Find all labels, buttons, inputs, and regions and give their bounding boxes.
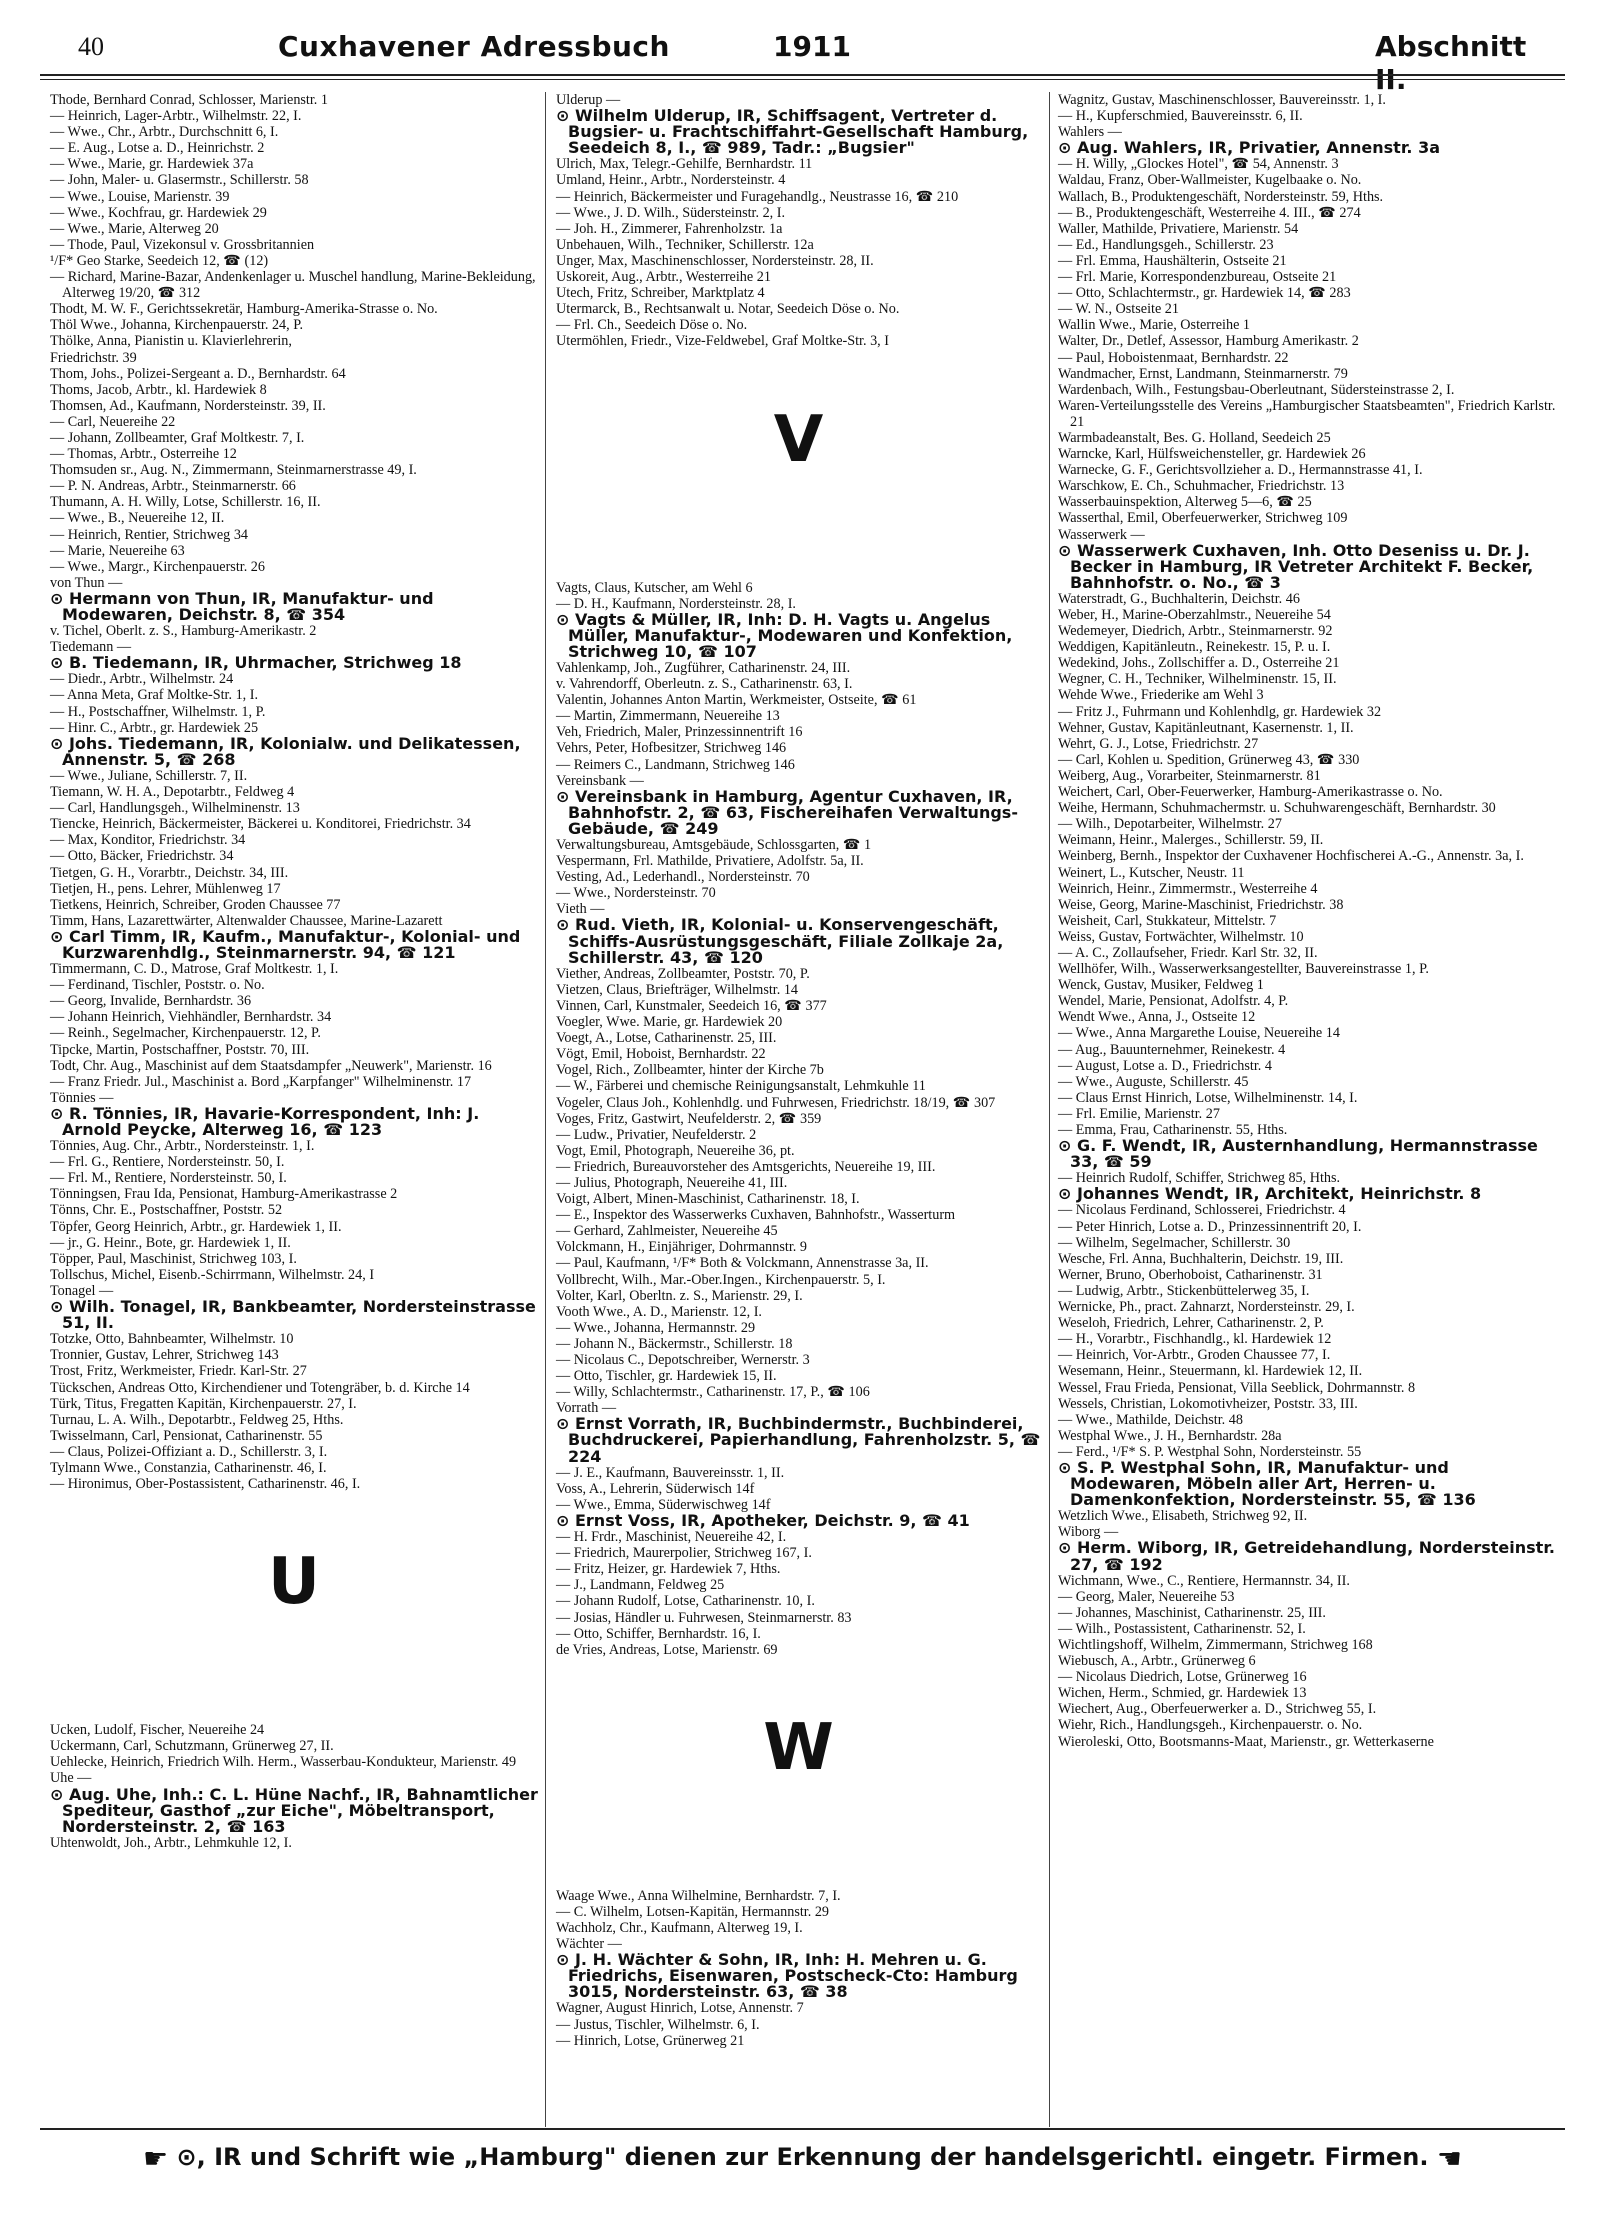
directory-entry: Thodt, M. W. F., Gerichtssekretär, Hamburg-Amerika-Strasse o. No. <box>50 301 438 318</box>
directory-entry: Wehner, Gustav, Kapitänleutnant, Kasernenstr. 1, II. <box>1058 719 1354 736</box>
directory-entry: — Wwe., Chr., Arbtr., Durchschnitt 6, I. <box>50 124 279 141</box>
directory-entry: — Nicolaus Diedrich, Lotse, Grünerweg 16 <box>1058 1669 1307 1686</box>
firm-entry: ⊙ Johs. Tiedemann, IR, Kolonialw. und Delikatessen, Annenstr. 5, ☎ 268 <box>50 733 521 769</box>
directory-entry: — P. N. Andreas, Arbtr., Steinmarnerstr. 66 <box>50 478 296 495</box>
directory-entry: Walter, Dr., Detlef, Assessor, Hamburg Amerikastr. 2 <box>1058 333 1359 350</box>
directory-entry: Valentin, Johannes Anton Martin, Werkmeister, Ostseite, ☎ 61 <box>556 692 917 709</box>
directory-entry: — Wilh., Postassistent, Catharinenstr. 52, I. <box>1058 1620 1306 1637</box>
directory-entry: Tylmann Wwe., Constanzia, Catharinenstr. 46, I. <box>50 1459 327 1476</box>
directory-entry: — Friedrich, Maurerpolier, Strichweg 167, I. <box>556 1545 812 1562</box>
directory-entry: Wedemeyer, Diedrich, Arbtr., Steinmarnerstr. 92 <box>1058 623 1333 640</box>
directory-entry: Uskoreit, Aug., Arbtr., Westerreihe 21 <box>556 269 771 286</box>
directory-entry: — Georg, Maler, Neuereihe 53 <box>1058 1588 1235 1605</box>
directory-entry: Wasserbauinspektion, Alterweg 5—6, ☎ 25 <box>1058 494 1312 511</box>
directory-entry: Vieth — <box>556 901 605 918</box>
directory-entry: Vespermann, Frl. Mathilde, Privatiere, Adolfstr. 5a, II. <box>556 853 864 870</box>
directory-entry: — Martin, Zimmermann, Neuereihe 13 <box>556 708 780 725</box>
directory-entry: Wieroleski, Otto, Bootsmanns-Maat, Marienstr., gr. Wetterkaserne <box>1058 1733 1434 1750</box>
directory-entry: — Paul, Hoboistenmaat, Bernhardstr. 22 <box>1058 349 1289 366</box>
directory-entry: — Wwe., Nordersteinstr. 70 <box>556 885 716 902</box>
firm-entry: ⊙ S. P. Westphal Sohn, IR, Manufaktur- und Modewaren, Möbeln aller Art, Herren- u. Damenkonfektion, Nordersteinstr. 55, ☎ 136 <box>1058 1457 1476 1510</box>
directory-entry: Vogeler, Claus Joh., Kohlenhdlg. und Fuhrwesen, Friedrichstr. 18/19, ☎ 307 <box>556 1094 996 1111</box>
directory-entry: — Ludw., Privatier, Neufelderstr. 2 <box>556 1126 757 1143</box>
directory-entry: Weichert, Carl, Ober-Feuerwerker, Hamburg-Amerikastrasse o. No. <box>1058 784 1443 801</box>
directory-entry: — Ludwig, Arbtr., Stickenbüttelerweg 35, I. <box>1058 1282 1310 1299</box>
directory-entry: Tönns, Chr. E., Postschaffner, Poststr. 52 <box>50 1202 283 1219</box>
directory-entry: Tiemann, W. H. A., Depotarbtr., Feldweg 4 <box>50 784 295 801</box>
directory-entry: — Reimers C., Landmann, Strichweg 146 <box>556 756 795 773</box>
directory-entry: Warschkow, E. Ch., Schuhmacher, Friedrichstr. 13 <box>1058 478 1345 495</box>
directory-entry: Todt, Chr. Aug., Maschinist auf dem Staatsdampfer „Neuwerk", Marienstr. 16 <box>50 1057 492 1074</box>
directory-entry: Trost, Fritz, Werkmeister, Friedr. Karl-Str. 27 <box>50 1363 307 1380</box>
column-divider <box>545 92 546 2127</box>
directory-entry: Wiehr, Rich., Handlungsgeh., Kirchenpauerstr. o. No. <box>1058 1717 1363 1734</box>
firm-entry: ⊙ R. Tönnies, IR, Havarie-Korrespondent, Inh: J. Arnold Peycke, Alterweg 16, ☎ 123 <box>50 1103 480 1139</box>
directory-entry: — J., Landmann, Feldweg 25 <box>556 1577 725 1594</box>
directory-entry: — Max, Konditor, Friedrichstr. 34 <box>50 832 246 849</box>
directory-entry: Waren-Verteilungsstelle des Vereins „Hamburgischer Staatsbeamten", Friedrich Karlstr. 21 <box>1058 397 1556 430</box>
directory-entry: — Heinrich, Rentier, Strichweg 34 <box>50 526 249 543</box>
firm-entry: ⊙ Herm. Wiborg, IR, Getreidehandlung, Nordersteinstr. 27, ☎ 192 <box>1058 1538 1556 1574</box>
directory-entry: Töpfer, Georg Heinrich, Arbtr., gr. Hardewiek 1, II. <box>50 1218 342 1235</box>
directory-entry: — Claus Ernst Hinrich, Lotse, Wilhelminenstr. 14, I. <box>1058 1089 1358 1106</box>
column-divider <box>1049 92 1050 2127</box>
section-letter: V <box>773 402 824 477</box>
directory-entry: Wehrt, G. J., Lotse, Friedrichstr. 27 <box>1058 735 1259 752</box>
directory-entry: — Heinrich Rudolf, Schiffer, Strichweg 85, Hths. <box>1058 1170 1341 1187</box>
directory-entry: — Georg, Invalide, Bernhardstr. 36 <box>50 993 252 1010</box>
directory-entry: — Peter Hinrich, Lotse a. D., Prinzessinnentrift 20, I. <box>1058 1218 1362 1235</box>
page-header <box>40 28 1565 68</box>
directory-entry: — C. Wilhelm, Lotsen-Kapitän, Hermannstr. 29 <box>556 1903 830 1920</box>
directory-entry: Vietzen, Claus, Briefträger, Wilhelmstr. 14 <box>556 981 799 998</box>
firm-entry: ⊙ Vereinsbank in Hamburg, Agentur Cuxhaven, IR, Bahnhofstr. 2, ☎ 63, Fischereihafen Verwaltungs-Gebäude, ☎ 249 <box>556 786 1018 838</box>
directory-entry: Wegner, C. H., Techniker, Wilhelminenstr. 15, II. <box>1058 671 1337 688</box>
firm-entry: ⊙ Wasserwerk Cuxhaven, Inh. Otto Deseniss u. Dr. J. Becker in Hamburg, IR Vetreter Architekt F. Becker, Bahnhofstr. o. No., ☎ 3 <box>1058 540 1534 592</box>
directory-entry: Timm, Hans, Lazarettwärter, Altenwalder Chaussee, Marine-Lazarett <box>50 912 443 929</box>
directory-entry: — Justus, Tischler, Wilhelmstr. 6, I. <box>556 2016 760 2033</box>
directory-entry: — Aug., Bauunternehmer, Reinekestr. 4 <box>1058 1041 1286 1058</box>
directory-entry: — Otto, Schiffer, Bernhardstr. 16, I. <box>556 1625 761 1642</box>
directory-entry: Vinnen, Carl, Kunstmaler, Seedeich 16, ☎ 377 <box>556 997 827 1014</box>
directory-entry: — H., Kupferschmied, Bauvereinsstr. 6, II. <box>1058 108 1303 125</box>
directory-entry: Weise, Georg, Marine-Maschinist, Friedrichstr. 38 <box>1058 896 1344 913</box>
directory-entry: Volckmann, H., Einjähriger, Dohrmannstr. 9 <box>556 1239 807 1256</box>
directory-entry: de Vries, Andreas, Lotse, Marienstr. 69 <box>556 1641 778 1658</box>
directory-entry: — jr., G. Heinr., Bote, gr. Hardewiek 1, II. <box>50 1234 291 1251</box>
directory-entry: — Hinr. C., Arbtr., gr. Hardewiek 25 <box>50 719 259 736</box>
directory-entry: — Wwe., Emma, Süderwischweg 14f <box>556 1496 771 1513</box>
directory-entry: v. Tichel, Oberlt. z. S., Hamburg-Amerikastr. 2 <box>50 623 317 640</box>
directory-entry: Uckermann, Carl, Schutzmann, Grünerweg 27, II. <box>50 1738 334 1755</box>
directory-entry: — Diedr., Arbtr., Wilhelmstr. 24 <box>50 671 234 688</box>
directory-entry: — Wwe., Marie, Alterweg 20 <box>50 220 219 237</box>
directory-entry: Tietkens, Heinrich, Schreiber, Groden Chaussee 77 <box>50 896 341 913</box>
directory-entry: Vögt, Emil, Hoboist, Bernhardstr. 22 <box>556 1046 766 1063</box>
directory-entry: Vollbrecht, Wilh., Mar.-Ober.Ingen., Kirchenpauerstr. 5, I. <box>556 1271 886 1288</box>
directory-entry: Waage Wwe., Anna Wilhelmine, Bernhardstr. 7, I. <box>556 1887 841 1904</box>
directory-entry: — J. E., Kaufmann, Bauvereinsstr. 1, II. <box>556 1464 785 1481</box>
directory-entry: — John, Maler- u. Glasermstr., Schillerstr. 58 <box>50 172 309 189</box>
directory-entry: — Ed., Handlungsgeh., Schillerstr. 23 <box>1058 236 1274 253</box>
directory-entry: — Hinrich, Lotse, Grünerweg 21 <box>556 2032 745 2049</box>
directory-entry: Waller, Mathilde, Privatiere, Marienstr. 54 <box>1058 220 1299 237</box>
directory-entry: — Johann, Zollbeamter, Graf Moltkestr. 7, I. <box>50 429 305 446</box>
directory-entry: — Wwe., Johanna, Hermannstr. 29 <box>556 1319 756 1336</box>
directory-entry: — Nicolaus C., Depotschreiber, Wernerstr. 3 <box>556 1352 810 1368</box>
firm-entry: ⊙ Aug. Uhe, Inh.: C. L. Hüne Nachf., IR, Bahnamtlicher Spediteur, Gasthof „zur Eiche", Möbeltransport, Nordersteinstr. 2, ☎ 163 <box>50 1784 538 1836</box>
directory-entry: Weiberg, Aug., Vorarbeiter, Steinmarnerstr. 81 <box>1058 767 1321 784</box>
directory-entry: Veh, Friedrich, Maler, Prinzessinnentrift 16 <box>556 724 803 741</box>
directory-entry: Weber, H., Marine-Oberzahlmstr., Neuereihe 54 <box>1058 607 1331 623</box>
directory-entry: — Otto, Schlachtermstr., gr. Hardewiek 14, ☎ 283 <box>1058 285 1351 302</box>
directory-entry: Vesting, Ad., Lederhandl., Nordersteinstr. 70 <box>556 869 810 886</box>
directory-entry: Wiborg — <box>1058 1524 1119 1541</box>
directory-entry: — H., Postschaffner, Wilhelmstr. 1, P. <box>50 703 266 720</box>
directory-entry: Wasserwerk — <box>1058 526 1145 543</box>
directory-entry: Wichmann, Wwe., C., Rentiere, Hermannstr. 34, II. <box>1058 1572 1350 1589</box>
directory-entry: Weiss, Gustav, Fortwächter, Wilhelmstr. 10 <box>1058 928 1304 945</box>
firm-entry: ⊙ B. Tiedemann, IR, Uhrmacher, Strichweg 18 <box>50 653 462 673</box>
directory-entry: — H. Frdr., Maschinist, Neuereihe 42, I. <box>556 1529 787 1546</box>
directory-entry: Thölke, Anna, Pianistin u. Klavierlehrerin, <box>50 333 292 350</box>
firm-entry: ⊙ Hermann von Thun, IR, Manufaktur- und Modewaren, Deichstr. 8, ☎ 354 <box>50 588 434 624</box>
directory-entry: — Ferdinand, Tischler, Poststr. o. No. <box>50 977 265 994</box>
directory-entry: Tonagel — <box>50 1282 114 1299</box>
directory-entry: — Wwe., Louise, Marienstr. 39 <box>50 188 230 205</box>
directory-entry: — Claus, Polizei-Offiziant a. D., Schillerstr. 3, I. <box>50 1443 328 1460</box>
directory-entry: Voges, Fritz, Gastwirt, Neufelderstr. 2, ☎ 359 <box>556 1110 822 1127</box>
directory-entry: Wallin Wwe., Marie, Osterreihe 1 <box>1058 317 1251 334</box>
directory-entry: Tückschen, Andreas Otto, Kirchendiener und Totengräber, b. d. Kirche 14 <box>50 1379 470 1396</box>
directory-entry: Wandmacher, Ernst, Landmann, Steinmarnerstr. 79 <box>1058 365 1348 382</box>
directory-entry: Wiechert, Aug., Oberfeuerwerker a. D., Strichweg 55, I. <box>1058 1701 1377 1718</box>
directory-entry: Tönnies, Aug. Chr., Arbtr., Nordersteinstr. 1, I. <box>50 1138 315 1155</box>
directory-entry: — Wwe., Margr., Kirchenpauerstr. 26 <box>50 558 265 575</box>
directory-entry: — Wilh., Depotarbeiter, Wilhelmstr. 27 <box>1058 816 1282 833</box>
directory-entry: — E. Aug., Lotse a. D., Heinrichstr. 2 <box>50 140 265 157</box>
directory-entry: Volter, Karl, Oberltn. z. S., Marienstr. 29, I. <box>556 1287 803 1304</box>
directory-entry: Utermarck, B., Rechtsanwalt u. Notar, Seedeich Döse o. No. <box>556 301 900 318</box>
directory-entry: — Marie, Neuereihe 63 <box>50 542 185 559</box>
directory-entry: — Gerhard, Zahlmeister, Neuereihe 45 <box>556 1223 778 1240</box>
firm-entry: ⊙ Vagts & Müller, IR, Inh: D. H. Vagts u. Angelus Müller, Manufaktur-, Modewaren und Konfektion, Strichweg 10, ☎ 107 <box>556 609 1013 661</box>
directory-entry: — Nicolaus Ferdinand, Schlosserei, Friedrichstr. 4 <box>1058 1202 1346 1219</box>
directory-entry: — W. N., Ostseite 21 <box>1058 301 1179 318</box>
directory-entry: Weihe, Hermann, Schuhmachermstr. u. Schuhwarengeschäft, Bernhardstr. 30 <box>1058 800 1496 817</box>
directory-entry: — Friedrich, Bureauvorsteher des Amtsgerichts, Neuereihe 19, III. <box>556 1158 936 1175</box>
directory-entry: Wellhöfer, Wilh., Wasserwerksangestellter, Bauvereinstrasse 1, P. <box>1058 961 1429 978</box>
directory-entry: Voegler, Wwe. Marie, gr. Hardewiek 20 <box>556 1014 783 1031</box>
directory-entry: Voegt, A., Lotse, Catharinenstr. 25, III. <box>556 1030 777 1047</box>
directory-entry: — Carl, Kohlen u. Spedition, Grünerweg 43, ☎ 330 <box>1058 751 1360 768</box>
directory-entry: — Otto, Tischler, gr. Hardewiek 15, II. <box>556 1368 777 1385</box>
directory-entry: Ucken, Ludolf, Fischer, Neuereihe 24 <box>50 1722 265 1739</box>
directory-entry: Vogel, Rich., Zollbeamter, hinter der Kirche 7b <box>556 1062 824 1079</box>
firm-entry: ⊙ Rud. Vieth, IR, Kolonial- u. Konservengeschäft, Schiffs-Ausrüstungsgeschäft, Filiale Zollkaje 2a, Schillerstr. 43, ☎ 120 <box>556 915 1004 967</box>
directory-entry: — Frl. G., Rentiere, Nordersteinstr. 50, I. <box>50 1154 285 1171</box>
directory-entry: Wendt Wwe., Anna, J., Ostseite 12 <box>1058 1009 1256 1026</box>
column-1 <box>50 92 538 1851</box>
directory-entry: Tönningsen, Frau Ida, Pensionat, Hamburg-Amerikastrasse 2 <box>50 1186 398 1203</box>
directory-entry: Thom, Johs., Polizei-Sergeant a. D., Bernhardstr. 64 <box>50 365 346 382</box>
directory-entry: — Wwe., Juliane, Schillerstr. 7, II. <box>50 767 248 784</box>
directory-entry: Wesemann, Heinr., Steuermann, kl. Hardewiek 12, II. <box>1058 1363 1363 1380</box>
section-letter: W <box>763 1710 834 1785</box>
directory-entry: Tronnier, Gustav, Lehrer, Strichweg 143 <box>50 1347 279 1364</box>
directory-entry: Waldau, Franz, Ober-Wallmeister, Kugelbaake o. No. <box>1058 172 1362 189</box>
directory-entry: Warncke, Karl, Hülfsweichensteller, gr. Hardewiek 26 <box>1058 446 1366 463</box>
header-rule-thin <box>40 79 1565 80</box>
directory-entry: Friedrichstr. 39 <box>50 349 137 366</box>
directory-entry: Wichen, Herm., Schmied, gr. Hardewiek 13 <box>1058 1685 1307 1702</box>
directory-entry: — Johann Heinrich, Viehhändler, Bernhardstr. 34 <box>50 1009 332 1026</box>
directory-entry: Thoms, Jacob, Arbtr., kl. Hardewiek 8 <box>50 381 267 398</box>
directory-entry: Türk, Titus, Fregatten Kapitän, Kirchenpauerstr. 27, I. <box>50 1395 357 1412</box>
directory-entry: — Josias, Händler u. Fuhrwesen, Steinmarnerstr. 83 <box>556 1609 852 1626</box>
section-letter: U <box>268 1545 320 1620</box>
directory-entry: — Frl. Marie, Korrespondenzbureau, Ostseite 21 <box>1058 269 1337 286</box>
directory-entry: Thumann, A. H. Willy, Lotse, Schillerstr. 16, II. <box>50 494 321 511</box>
directory-entry: Uehlecke, Heinrich, Friedrich Wilh. Herm., Wasserbau-Kondukteur, Marienstr. 49 <box>50 1754 517 1771</box>
directory-entry: — A. C., Zollaufseher, Friedr. Karl Str. 32, II. <box>1058 944 1318 961</box>
section-title: Abschnitt <box>1375 30 1527 63</box>
directory-entry: — Johann N., Bäckermstr., Schillerstr. 18 <box>556 1335 793 1352</box>
directory-entry: — Wilhelm, Segelmacher, Schillerstr. 30 <box>1058 1234 1291 1251</box>
firm-entry: ⊙ Ernst Voss, IR, Apotheker, Deichstr. 9, ☎ 41 <box>556 1510 970 1530</box>
directory-entry: — Paul, Kaufmann, ¹/F* Both & Volckmann, Annenstrasse 3a, II. <box>556 1255 929 1272</box>
directory-entry: Tipcke, Martin, Postschaffner, Poststr. 70, III. <box>50 1041 310 1058</box>
directory-entry: Turnau, L. A. Wilh., Depotarbtr., Feldweg 25, Hths. <box>50 1411 344 1428</box>
directory-entry: Thöl Wwe., Johanna, Kirchenpauerstr. 24, P. <box>50 317 304 334</box>
directory-entry: — Hironimus, Ober-Postassistent, Catharinenstr. 46, I. <box>50 1476 361 1493</box>
directory-entry: — Richard, Marine-Bazar, Andenkenlager u. Muschel handlung, Marine-Bekleidung, Alterweg 19/20, ☎ 312 <box>50 269 536 302</box>
directory-entry: — Frl. M., Rentiere, Nordersteinstr. 50, I. <box>50 1170 287 1187</box>
directory-entry: Wessels, Christian, Lokomotivheizer, Poststr. 33, III. <box>1058 1395 1358 1412</box>
directory-entry: — B., Produktengeschäft, Westerreihe 4. III., ☎ 274 <box>1058 204 1361 221</box>
directory-entry: — Julius, Photograph, Neuereihe 41, III. <box>556 1174 788 1191</box>
directory-entry: Umland, Heinr., Arbtr., Nordersteinstr. 4 <box>556 172 786 189</box>
directory-entry: Utech, Fritz, Schreiber, Marktplatz 4 <box>556 285 765 302</box>
footer-note-line <box>40 2142 1565 2175</box>
book-title: Cuxhavener Adressbuch <box>278 30 670 63</box>
firm-entry: ⊙ Johannes Wendt, IR, Architekt, Heinrichstr. 8 <box>1058 1184 1482 1204</box>
directory-entry: Wächter — <box>556 1936 622 1953</box>
directory-entry: — Joh. H., Zimmerer, Fahrenholzstr. 1a <box>556 220 783 237</box>
firm-entry: ⊙ Wilh. Tonagel, IR, Bankbeamter, Nordersteinstrasse 51, II. <box>50 1297 536 1333</box>
page-footer <box>40 2140 1565 2180</box>
directory-entry: Unger, Max, Maschinenschlosser, Nordersteinstr. 28, II. <box>556 252 874 269</box>
directory-entry: Warmbadeanstalt, Bes. G. Holland, Seedeich 25 <box>1058 429 1331 446</box>
directory-entry: Wehde Wwe., Friederike am Wehl 3 <box>1058 687 1264 704</box>
directory-entry: — Ferd., ¹/F* S. P. Westphal Sohn, Nordersteinstr. 55 <box>1058 1443 1362 1460</box>
directory-entry: Vogt, Emil, Photograph, Neuereihe 36, pt. <box>556 1142 795 1159</box>
directory-entry: Wichtlingshoff, Wilhelm, Zimmermann, Strichweg 168 <box>1058 1637 1373 1653</box>
directory-entry: Wardenbach, Wilh., Festungsbau-Oberleutnant, Südersteinstrasse 2, I. <box>1058 381 1455 398</box>
firm-entry: ⊙ G. F. Wendt, IR, Austernhandlung, Hermannstrasse 33, ☎ 59 <box>1058 1136 1538 1172</box>
directory-entry: — E., Inspektor des Wasserwerks Cuxhaven, Bahnhofstr., Wasserturm <box>556 1207 956 1224</box>
directory-entry: — Wwe., Marie, gr. Hardewiek 37a <box>50 156 254 173</box>
directory-entry: — Reinh., Segelmacher, Kirchenpauerstr. 12, P. <box>50 1025 321 1042</box>
pointing-hand-icon: ☛ <box>143 2142 169 2175</box>
directory-entry: Voigt, Albert, Minen-Maschinist, Catharinenstr. 18, I. <box>556 1191 860 1208</box>
directory-entry: Tietjen, H., pens. Lehrer, Mühlenweg 17 <box>50 880 281 897</box>
directory-entry: Weddigen, Kapitänleutn., Reinekestr. 15, P. u. I. <box>1058 639 1331 656</box>
directory-entry: Wernicke, Ph., pract. Zahnarzt, Nordersteinstr. 29, I. <box>1058 1299 1355 1316</box>
directory-entry: Utermöhlen, Friedr., Vize-Feldwebel, Graf Moltke-Str. 3, I <box>556 333 890 350</box>
directory-entry: Wessel, Frau Frieda, Pensionat, Villa Seeblick, Dohrmannstr. 8 <box>1058 1379 1416 1396</box>
directory-entry: — Fritz, Heizer, gr. Hardewiek 7, Hths. <box>556 1561 781 1578</box>
directory-entry: Wasserthal, Emil, Oberfeuerwerker, Strichweg 109 <box>1058 510 1348 527</box>
directory-entry: Wedekind, Johs., Zollschiffer a. D., Osterreihe 21 <box>1058 655 1340 672</box>
directory-entry: Vahlenkamp, Joh., Zugführer, Catharinenstr. 24, III. <box>556 659 851 676</box>
directory-entry: — Wwe., Mathilde, Deichstr. 48 <box>1058 1411 1243 1428</box>
footer-rule <box>40 2128 1565 2130</box>
directory-entry: — Emma, Frau, Catharinenstr. 55, Hths. <box>1058 1122 1288 1138</box>
directory-entry: Warnecke, G. F., Gerichtsvollzieher a. D., Hermannstrasse 41, I. <box>1058 462 1423 479</box>
directory-entry: — Frl. Emilie, Marienstr. 27 <box>1058 1105 1220 1122</box>
directory-entry: — D. H., Kaufmann, Nordersteinstr. 28, I. <box>556 595 796 612</box>
directory-entry: Thomsen, Ad., Kaufmann, Nordersteinstr. 39, II. <box>50 397 326 414</box>
directory-entry: Tönnies — <box>50 1089 114 1106</box>
directory-entry: — Heinrich, Bäckermeister und Furagehandlg., Neustrasse 16, ☎ 210 <box>556 188 959 205</box>
directory-entry: — Heinrich, Vor-Arbtr., Groden Chaussee 77, I. <box>1058 1347 1331 1364</box>
book-year: 1911 <box>773 30 851 63</box>
directory-entry: — Heinrich, Lager-Arbtr., Wilhelmstr. 22, I. <box>50 108 302 125</box>
firm-entry: ⊙ Ernst Vorrath, IR, Buchbindermstr., Buchbinderei, Buchdruckerei, Papierhandlung, Fahrenholzstr. 5, ☎ 224 <box>556 1414 1041 1466</box>
directory-entry: ¹/F* Geo Starke, Seedeich 12, ☎ (12) <box>50 252 269 269</box>
column-2 <box>556 92 1041 2049</box>
directory-entry: — Frl. Ch., Seedeich Döse o. No. <box>556 317 748 334</box>
directory-entry: Viether, Andreas, Zollbeamter, Poststr. 70, P. <box>556 965 810 982</box>
directory-entry: Tiencke, Heinrich, Bäckermeister, Bäckerei u. Konditorei, Friedrichstr. 34 <box>50 816 471 833</box>
directory-entry: — Johannes, Maschinist, Catharinenstr. 25, III. <box>1058 1604 1326 1621</box>
directory-entry: Wesche, Frl. Anna, Buchhalterin, Deichstr. 19, III. <box>1058 1250 1344 1267</box>
column-3 <box>1058 92 1556 1750</box>
footer-note: ⊙, IR und Schrift wie „Hamburg" dienen zur Erkennung der handelsgerichtl. eingetr. Firmen. <box>176 2143 1429 2171</box>
directory-entry: Wallach, B., Produktengeschäft, Nordersteinstr. 59, Hths. <box>1058 188 1384 205</box>
directory-entry: Wenck, Gustav, Musiker, Feldweg 1 <box>1058 977 1264 994</box>
directory-entry: Vereinsbank — <box>556 772 644 789</box>
directory-entry: Wetzlich Wwe., Elisabeth, Strichweg 92, II. <box>1058 1508 1308 1525</box>
directory-entry: — H., Vorarbtr., Fischhandlg., kl. Hardewiek 12 <box>1058 1331 1332 1348</box>
directory-entry: — Wwe., J. D. Wilh., Südersteinstr. 2, I. <box>556 204 786 221</box>
directory-entry: — Thomas, Arbtr., Osterreihe 12 <box>50 446 237 463</box>
directory-entry: Thomsuden sr., Aug. N., Zimmermann, Steinmarnerstrasse 49, I. <box>50 462 417 479</box>
directory-entry: Totzke, Otto, Bahnbeamter, Wilhelmstr. 10 <box>50 1331 294 1348</box>
directory-entry: Twisselmann, Carl, Pensionat, Catharinenstr. 55 <box>50 1427 323 1444</box>
directory-entry: von Thun — <box>50 574 123 591</box>
directory-entry: Tollschus, Michel, Eisenb.-Schirrmann, Wilhelmstr. 24, I <box>50 1266 375 1283</box>
directory-entry: Uhe — <box>50 1770 92 1787</box>
directory-entry: — Wwe., B., Neuereihe 12, II. <box>50 510 225 527</box>
directory-entry: Verwaltungsbureau, Amtsgebäude, Schlossgarten, ☎ 1 <box>556 837 872 853</box>
firm-entry: ⊙ Wilhelm Ulderup, IR, Schiffsagent, Vertreter d. Bugsier- u. Frachtschiffahrt-Gesellschaft Hamburg, Seedeich 8, I., ☎ 989, Tadr.: „Bugsier" <box>556 106 1029 158</box>
directory-entry: Thode, Bernhard Conrad, Schlosser, Marienstr. 1 <box>50 92 328 108</box>
directory-entry: Vorrath — <box>556 1400 617 1417</box>
directory-entry: Weinert, L., Kutscher, Neustr. 11 <box>1058 864 1245 881</box>
directory-entry: Vehrs, Peter, Hofbesitzer, Strichweg 146 <box>556 740 787 757</box>
directory-entry: — Fritz J., Fuhrmann und Kohlenhdlg, gr. Hardewiek 32 <box>1058 703 1382 720</box>
directory-entry: — H. Willy, „Glockes Hotel", ☎ 54, Annenstr. 3 <box>1058 156 1339 173</box>
directory-entry: Wahlers — <box>1058 124 1122 141</box>
pointing-hand-icon: ☚ <box>1436 2142 1462 2175</box>
directory-entry: Uhtenwoldt, Joh., Arbtr., Lehmkuhle 12, I. <box>50 1834 292 1851</box>
directory-entry: Wagner, August Hinrich, Lotse, Annenstr. 7 <box>556 2000 804 2017</box>
directory-entry: — Wwe., Auguste, Schillerstr. 45 <box>1058 1073 1249 1090</box>
directory-entry: Weisheit, Carl, Stukkateur, Mittelstr. 7 <box>1058 912 1277 929</box>
directory-entry: v. Vahrendorff, Oberleutn. z. S., Catharinenstr. 63, I. <box>556 676 853 693</box>
directory-entry: Ulrich, Max, Telegr.-Gehilfe, Bernhardstr. 11 <box>556 156 813 173</box>
directory-entry: Wachholz, Chr., Kaufmann, Alterweg 19, I. <box>556 1919 803 1936</box>
directory-entry: Tiedemann — <box>50 639 132 656</box>
directory-entry: Waterstradt, G., Buchhalterin, Deichstr. 46 <box>1058 590 1300 607</box>
directory-entry: Timmermann, C. D., Matrose, Graf Moltkestr. 1, I. <box>50 961 339 978</box>
firm-entry: ⊙ J. H. Wächter & Sohn, IR, Inh: H. Mehren u. G. Friedrichs, Eisenwaren, Postscheck-Cto: Hamburg 3015, Nordersteinstr. 63, ☎ 38 <box>556 1950 1018 2002</box>
directory-entry: — W., Färberei und chemische Reinigungsanstalt, Lehmkuhle 11 <box>556 1078 926 1095</box>
page-number: 40 <box>78 32 104 61</box>
directory-entry: Ulderup — <box>556 92 621 108</box>
directory-entry: Weinrich, Heinr., Zimmermstr., Westerreihe 4 <box>1058 880 1318 897</box>
directory-entry: Töpper, Paul, Maschinist, Strichweg 103, I. <box>50 1250 297 1267</box>
directory-entry: — Frl. Emma, Haushälterin, Ostseite 21 <box>1058 252 1287 269</box>
directory-entry: — Johann Rudolf, Lotse, Catharinenstr. 10, I. <box>556 1593 815 1610</box>
directory-entry: — Otto, Bäcker, Friedrichstr. 34 <box>50 848 234 865</box>
directory-entry: — Wwe., Anna Margarethe Louise, Neuereihe 14 <box>1058 1025 1340 1042</box>
directory-entry: Weseloh, Friedrich, Lehrer, Catharinenstr. 2, P. <box>1058 1315 1324 1332</box>
directory-entry: Wendel, Marie, Pensionat, Adolfstr. 4, P. <box>1058 993 1289 1010</box>
directory-entry: Wagnitz, Gustav, Maschinenschlosser, Bauvereinsstr. 1, I. <box>1058 92 1386 108</box>
directory-entry: Weimann, Heinr., Malerges., Schillerstr. 59, II. <box>1058 832 1324 849</box>
header-rule <box>40 74 1565 76</box>
firm-entry: ⊙ Aug. Wahlers, IR, Privatier, Annenstr. 3a <box>1058 138 1440 158</box>
directory-entry: Vagts, Claus, Kutscher, am Wehl 6 <box>556 579 753 596</box>
directory-entry: — Anna Meta, Graf Moltke-Str. 1, I. <box>50 687 259 704</box>
directory-entry: Wiebusch, A., Arbtr., Grünerweg 6 <box>1058 1653 1256 1670</box>
directory-entry: Westphal Wwe., J. H., Bernhardstr. 28a <box>1058 1427 1282 1444</box>
directory-entry: — Thode, Paul, Vizekonsul v. Grossbritannien <box>50 236 315 253</box>
directory-entry: — Carl, Neuereihe 22 <box>50 413 176 430</box>
directory-entry: Unbehauen, Wilh., Techniker, Schillerstr. 12a <box>556 236 814 253</box>
directory-entry: Weinberg, Bernh., Inspektor der Cuxhavener Hochfischerei A.-G., Annenstr. 3a, I. <box>1058 848 1524 865</box>
directory-entry: Voss, A., Lehrerin, Süderwisch 14f <box>556 1480 755 1497</box>
firm-entry: ⊙ Carl Timm, IR, Kaufm., Manufaktur-, Kolonial- und Kurzwarenhdlg., Steinmarnerstr. 94, ☎ 121 <box>50 926 521 962</box>
directory-entry: — August, Lotse a. D., Friedrichstr. 4 <box>1058 1057 1272 1074</box>
directory-entry: — Wwe., Kochfrau, gr. Hardewiek 29 <box>50 204 267 221</box>
directory-entry: — Willy, Schlachtermstr., Catharinenstr. 17, P., ☎ 106 <box>556 1384 870 1401</box>
directory-entry: — Carl, Handlungsgeh., Wilhelminenstr. 13 <box>50 800 300 817</box>
directory-entry: Vooth Wwe., A. D., Marienstr. 12, I. <box>556 1303 762 1320</box>
directory-entry: Werner, Bruno, Oberhoboist, Catharinenstr. 31 <box>1058 1266 1323 1283</box>
directory-entry: Tietgen, G. H., Vorarbtr., Deichstr. 34, III. <box>50 864 289 881</box>
directory-entry: — Franz Friedr. Jul., Maschinist a. Bord „Karpfanger" Wilhelminenstr. 17 <box>50 1073 472 1090</box>
